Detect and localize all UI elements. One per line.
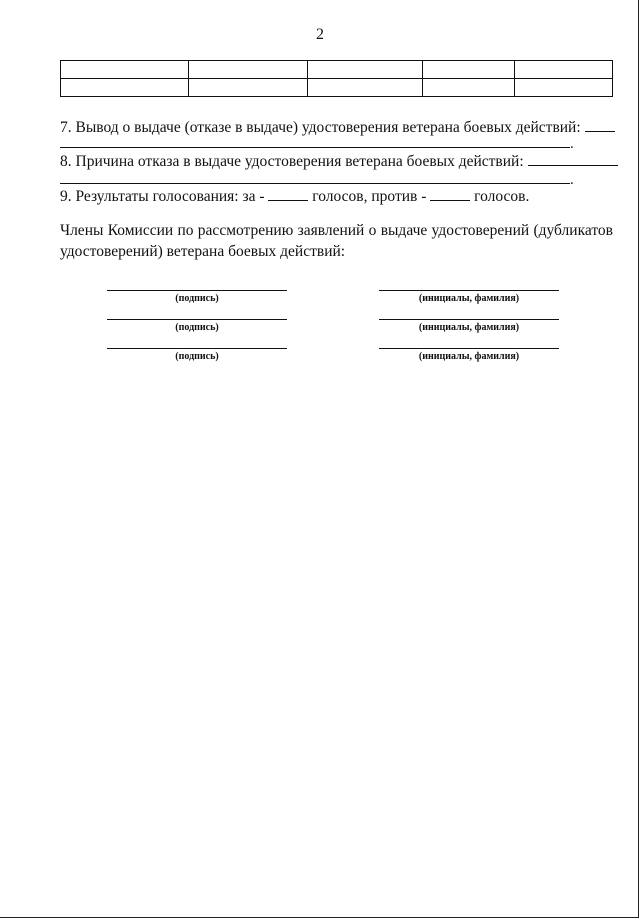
votes-for-blank[interactable] xyxy=(268,187,308,201)
item-7-end-dot: . xyxy=(570,136,574,152)
item-7 xyxy=(60,118,615,137)
item-8-blank[interactable] xyxy=(528,152,618,166)
table-cell xyxy=(515,61,613,79)
item-7-continuation-line[interactable] xyxy=(60,147,570,148)
signature-line[interactable]: (подпись) xyxy=(107,290,287,304)
signature-line[interactable]: (подпись) xyxy=(107,319,287,333)
table-row xyxy=(61,61,613,79)
table-cell xyxy=(61,79,189,97)
item-9-middle: голосов, против - xyxy=(312,188,427,205)
commission-members-text: Члены Комиссии по рассмотрению заявлений о выдаче удостоверений (дубликатов удостоверений) ветерана боевых действий: xyxy=(60,222,613,260)
table-cell xyxy=(188,61,308,79)
item-8-end-dot: . xyxy=(570,172,574,188)
item-7-blank[interactable] xyxy=(585,118,615,132)
name-line[interactable]: (инициалы, фамилия) xyxy=(379,319,559,333)
table-cell xyxy=(423,79,515,97)
item-8 xyxy=(60,152,618,171)
table-row xyxy=(61,79,613,97)
page-number: 2 xyxy=(316,26,324,43)
signature-line[interactable]: (подпись) xyxy=(107,348,287,362)
name-line[interactable]: (инициалы, фамилия) xyxy=(379,290,559,304)
item-8-continuation-line[interactable] xyxy=(60,183,570,184)
table-cell xyxy=(515,79,613,97)
votes-against-blank[interactable] xyxy=(430,187,470,201)
item-9-prefix: 9. Результаты голосования: за - xyxy=(60,188,265,205)
item-9 xyxy=(60,187,529,206)
table-cell xyxy=(308,61,423,79)
form-table xyxy=(60,60,613,97)
table-cell xyxy=(308,79,423,97)
item-7-label: 7. Вывод о выдаче (отказе в выдаче) удостоверения ветерана боевых действий: xyxy=(60,119,581,136)
name-line[interactable]: (инициалы, фамилия) xyxy=(379,348,559,362)
table-cell xyxy=(423,61,515,79)
item-8-label: 8. Причина отказа в выдаче удостоверения ветерана боевых действий: xyxy=(60,153,524,170)
item-9-suffix: голосов. xyxy=(474,188,530,205)
table-cell xyxy=(188,79,308,97)
table-cell xyxy=(61,61,189,79)
